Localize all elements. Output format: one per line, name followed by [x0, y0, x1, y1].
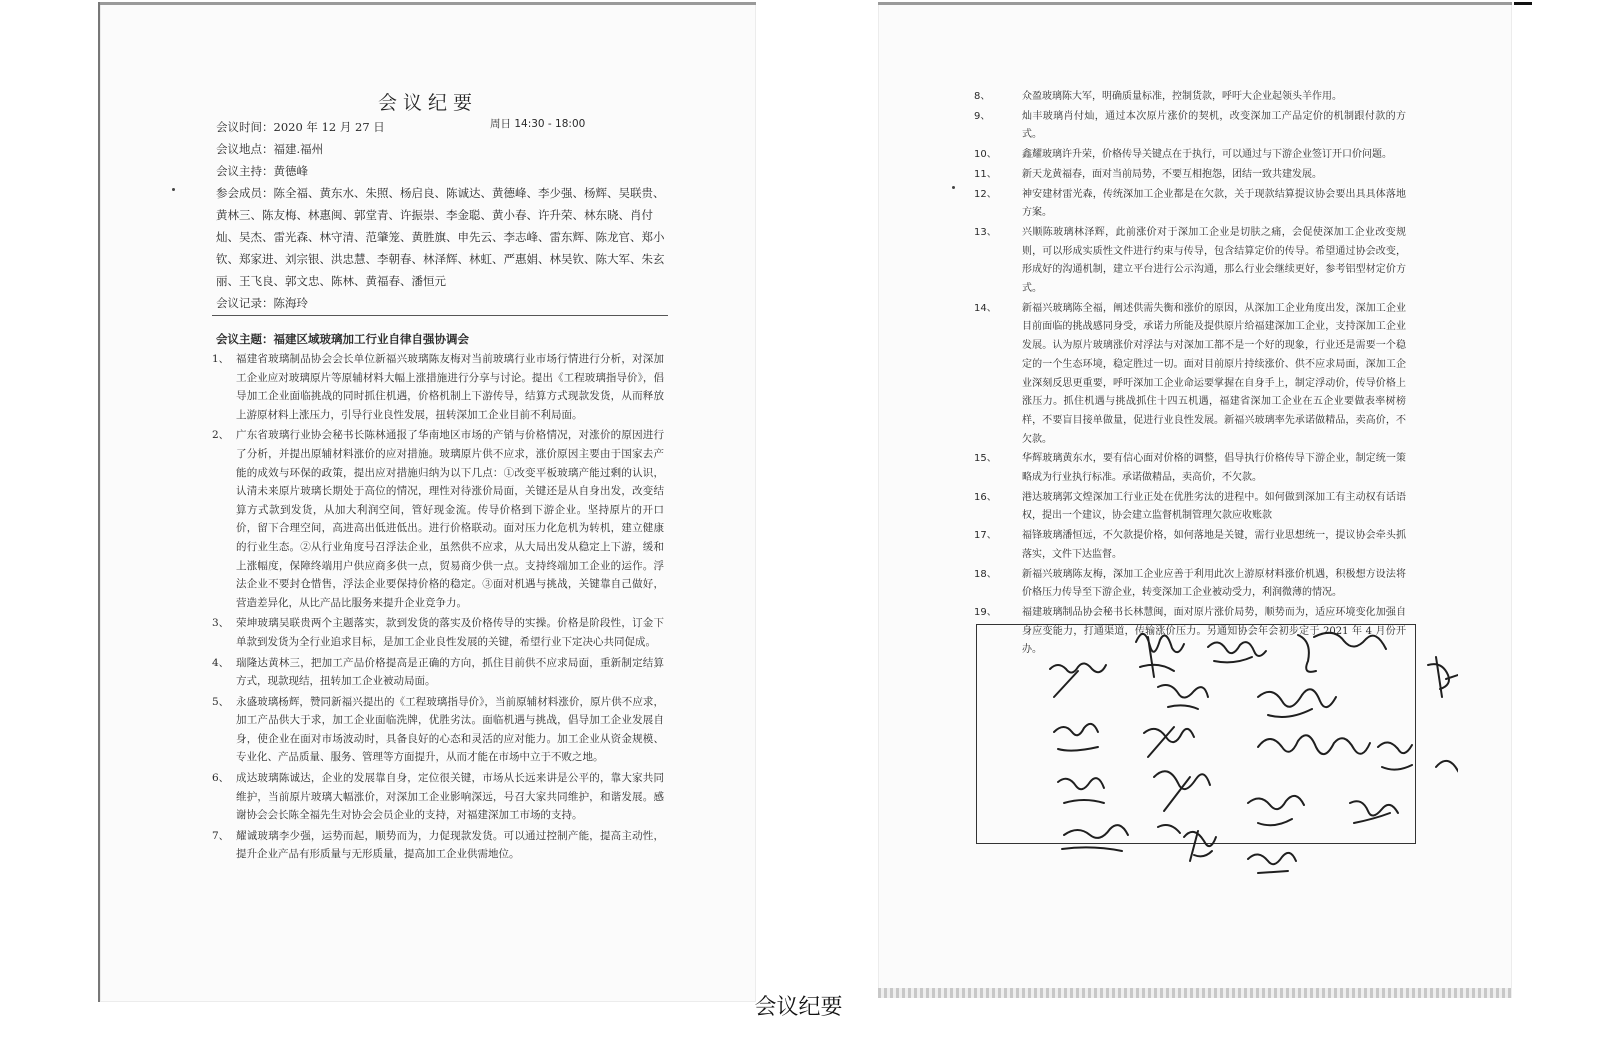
meeting-members: 参会成员：陈全福、黄东水、朱照、杨启良、陈诚达、黄德峰、李少强、杨辉、吴联贵、黄林三、陈友梅、林惠闽、郭堂青、许振崇、李金聪、黄小春、许升荣、林东晓、肖付灿、吴杰、雷光森、林守清、范肇笼、黄胜旗、申先云、李志峰、雷东辉、陈龙官、郑小钦、郑家进、刘宗银、洪忠慧、李朝春、林泽辉、林虹、严惠娟、林吴钦、陈大军、朱玄丽、王飞良、郭文忠、陈林、黄福春、潘恒元 [216, 186, 665, 288]
page-top-edge [100, 2, 756, 5]
item-text: 成达玻璃陈诚达，企业的发展靠自身，定位很关键，市场从长远来讲是公平的，靠大家共同维护，当前原片玻璃大幅涨价，对深加工企业影响深远，号召大家共同维护，和谐发展。感谢协会会长陈全福先生对协会会员企业的支持，对福建深加工市场的支持。 [236, 772, 664, 822]
list-item [974, 527, 1406, 564]
item-number: 2、 [212, 429, 230, 442]
left-document-page [98, 2, 756, 1002]
item-text: 新天龙黄福春，面对当前局势，不要互相抱怨，团结一致共建发展。 [1022, 168, 1322, 180]
item-text: 福建省玻璃制品协会会长单位新福兴玻璃陈友梅对当前玻璃行业市场行情进行分析，对深加工企业应对玻璃原片等原辅材料大幅上涨措施进行分享与讨论。提出《工程玻璃指导价》，倡导加工企业面临挑战的同时抓住机遇，价格机制上下游传导，结算方式现款发货，从而释放上游原材料上涨压力，引导行业良性发展，扭转深加工企业目前不利局面。 [236, 353, 664, 421]
item-number: 19、 [974, 606, 997, 618]
item-text: 灿丰玻璃肖付灿，通过本次原片涨价的契机，改变深加工产品定价的机制跟付款的方式。 [1022, 110, 1406, 141]
list-item [212, 654, 664, 691]
meeting-recorder: 会议记录：陈海玲 [216, 296, 308, 310]
meeting-weekday-time: 周日 14:30 - 18:00 [490, 118, 586, 130]
meeting-meta [216, 116, 666, 314]
list-item [212, 350, 664, 424]
meeting-time: 会议时间：2020 年 12 月 27 日 [216, 120, 385, 134]
figure-caption: 会议纪要 [754, 995, 843, 1020]
section-divider [212, 315, 668, 316]
item-text: 兴顺陈玻璃林泽辉，此前涨价对于深加工企业是切肤之痛，会促使深加工企业改变规则，可以形成实质性文件进行约束与传导，包含结算定价的传导。希望通过协会改变，形成好的沟通机制，建立平台进行公示沟通，那么行业会继续更好，参考铝型材定价方式。 [1022, 226, 1406, 295]
list-item [974, 166, 1406, 185]
list-item [974, 224, 1406, 299]
item-number: 10、 [974, 149, 997, 161]
item-text: 新福兴玻璃陈友梅，深加工企业应善于利用此次上游原材料涨价机遇，积极想方设法将价格压力传导至下游企业，转变深加工企业被动受力，利润微薄的情况。 [1022, 568, 1406, 599]
list-item [974, 108, 1406, 145]
item-text: 福锋玻璃潘恒远，不欠款提价格，如何落地是关键，需行业思想统一，提议协会牵头抓落实，文件下达监督。 [1022, 530, 1406, 560]
item-text: 广东省玻璃行业协会秘书长陈林通报了华南地区市场的产销与价格情况，对涨价的原因进行了分析，并提出原辅材料涨价的应对措施。玻璃原片供不应求，涨价原因主要由于国家去产能的成效与环保的政策，提出应对措施归纳为以下几点：①改变平板玻璃产能过剩的认识，认清未来原片玻璃长期处于高位的情况，理性对待涨价局面，关键还是从自身出发，改变结算方式款到发货，从加大利润空间，管好现金流。传导价格到下游企业。坚持原片的开口价，留下合理空间，高进高出低进低出。进行价格联动。面对压力化危机为转机，建立健康的行业生态。②从行业角度号召浮法企业，虽然供不应求，从大局出发从稳定上下游，缓和上涨幅度，保障终端用户供应商多供一点，贸易商少供一点。支持终端加工企业的运作。浮法企业不要封仓惜售，浮法企业要保持价格的稳定。③面对机遇与挑战，关键靠自己做好，营造差异化，从比产品比服务来提升企业竞争力。 [236, 429, 664, 609]
item-number: 11、 [974, 168, 997, 180]
item-text: 华辉玻璃黄东水，要有信心面对价格的调整，倡导执行价格传导下游企业，制定统一策略成为行业执行标准。承诺做精品，卖高价，不欠款。 [1022, 453, 1406, 484]
list-item [974, 88, 1406, 107]
list-item [974, 450, 1406, 487]
item-number: 13、 [974, 226, 997, 238]
item-text: 众盈玻璃陈大军，明确质量标准，控制货款，呼吁大企业起领头羊作用。 [1022, 91, 1342, 102]
item-number: 9、 [974, 110, 991, 122]
item-text: 鑫耀玻璃许升荣，价格传导关键点在于执行，可以通过与下游企业签订开口价问题。 [1022, 149, 1392, 161]
list-item [974, 146, 1406, 165]
list-item [212, 614, 664, 651]
item-number: 16、 [974, 491, 997, 503]
scan-speck [952, 186, 955, 189]
item-number: 1、 [212, 353, 230, 365]
item-number: 18、 [974, 568, 997, 580]
item-text: 耀诚玻璃李少强，运势而起，顺势而为，力促现款发货。可以通过控制产能，提高主动性，提升企业产品有形质量与无形质量，提高加工企业供需地位。 [236, 829, 664, 861]
meeting-topic: 会议主题：福建区域玻璃加工行业自律自强协调会 [216, 332, 469, 346]
item-number: 12、 [974, 188, 997, 200]
list-item [212, 426, 664, 612]
item-text: 永盛玻璃杨辉，赞同新福兴提出的《工程玻璃指导价》，当前原辅材料涨价，原片供不应求，加工产品供大于求，加工企业面临洗牌，优胜劣汰。面临机遇与挑战，倡导加工企业发展自身，使企业在面对市场波动时，具备良好的心态和灵活的应对能力。加工企业从资金规模、专业化、产品质量、服务、管理等方面提升，从而才能在市场中立于不败之地。 [236, 695, 664, 764]
item-number: 5、 [212, 695, 230, 708]
item-number: 3、 [212, 617, 230, 630]
list-item [974, 186, 1406, 223]
list-item [974, 489, 1406, 526]
item-number: 14、 [974, 302, 997, 314]
item-text: 福建玻璃制品协会秘书长林慧闽，面对原片涨价局势，顺势而为，适应环境变化加强自身应变能力，打通渠道，传输涨价压力。另通知协会年会初步定于 2021 年 4 月份开办。 [1022, 606, 1406, 656]
meeting-location: 会议地点：福建.福州 [216, 142, 324, 156]
list-item [974, 300, 1406, 450]
item-text: 瑞隆达黄林三，把加工产品价格提高是正确的方向，抓住目前供不应求局面，重新制定结算方式，现款现结，扭转加工企业被动局面。 [236, 656, 664, 688]
left-items-list [212, 350, 664, 866]
item-number: 6、 [212, 772, 230, 785]
document-title: 会议纪要 [377, 92, 478, 114]
list-item [212, 827, 664, 864]
list-item [212, 693, 664, 767]
item-number: 4、 [212, 656, 230, 669]
page-top-edge [878, 2, 1512, 5]
scan-speck [172, 188, 175, 191]
meeting-host: 会议主持：黄德峰 [216, 164, 308, 178]
list-item [212, 769, 664, 825]
item-text: 神安建材雷光森，传统深加工企业都是在欠款，关于现款结算提议协会要出具具体落地方案。 [1022, 188, 1406, 219]
item-number: 7、 [212, 829, 230, 842]
handwritten-signatures [958, 597, 1458, 897]
item-number: 17、 [974, 530, 997, 542]
right-document-page [878, 2, 1512, 998]
item-number: 8、 [974, 91, 991, 102]
item-text: 港达玻璃郭文煌深加工行业正处在优胜劣汰的进程中。如何做到深加工有主动权有话语权，提出一个建议，协会建立监督机制管理欠款应收账款 [1022, 491, 1406, 522]
item-number: 15、 [974, 453, 997, 465]
page-corner-mark [1514, 2, 1532, 5]
right-items-list [974, 88, 1406, 661]
item-text: 新福兴玻璃陈全福，阐述供需失衡和涨价的原因，从深加工企业角度出发，深加工企业目前面临的挑战感同身受，承诺力所能及提供原片给福建深加工企业，支持深加工企业发展。认为原片玻璃涨价对浮法与对深加工都不是一个好的现象，行业还是需要一个稳定的一个生态环境，稳定胜过一切。面对目前原片持续涨价、供不应求局面，深加工企业深刻反思更重要，呼吁深加工企业命运要掌握在自身手上，制定浮动价，传导价格上涨压力。抓住机遇与挑战抓住十四五机遇，福建省深加工企业在五企业要做表率树榜样，不要盲目接单做量，促进行业良性发展。新福兴玻璃率先承诺做精品，卖高价，不欠款。 [1022, 302, 1406, 445]
item-text: 荣坤玻璃吴联贵两个主题落实，款到发货的落实及价格传导的实操。价格是阶段性，订金下单款到发货为全行业追求目标，是加工企业良性发展的关键，希望行业下定决心共同促成。 [236, 617, 664, 648]
